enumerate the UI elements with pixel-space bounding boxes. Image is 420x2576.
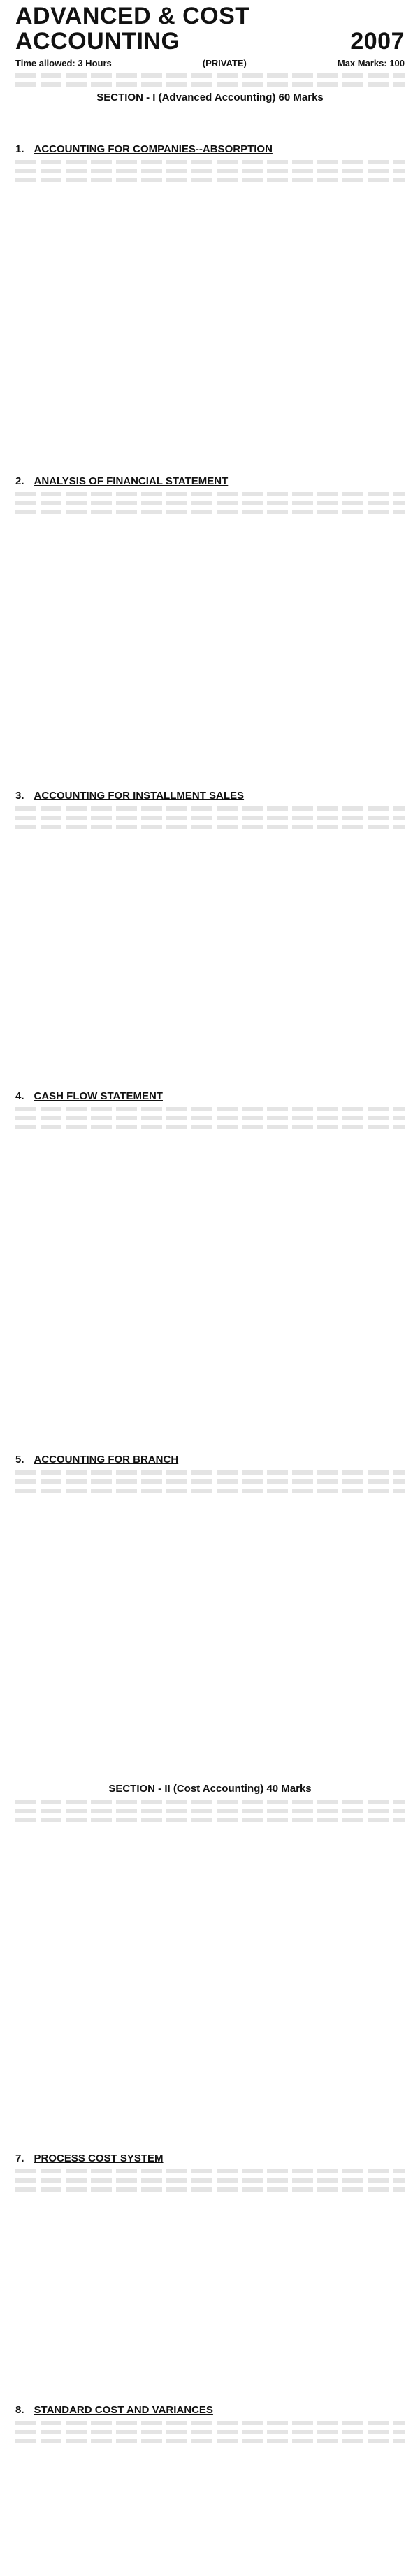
question-heading <box>15 475 405 487</box>
question-1-text-placeholder <box>15 160 405 164</box>
instructions-placeholder <box>15 82 405 87</box>
exam-header <box>15 4 405 103</box>
question-2-text-placeholder <box>15 510 405 514</box>
question-5-text-placeholder <box>15 1489 405 1493</box>
question-2-text-placeholder <box>15 492 405 496</box>
question-number: 8. <box>15 2404 24 2416</box>
exam-meta <box>15 58 405 68</box>
question-number: 4. <box>15 1090 24 1102</box>
question-4-text-placeholder <box>15 1107 405 1111</box>
question-5-text-placeholder <box>15 1479 405 1484</box>
question-1-text-placeholder <box>15 178 405 182</box>
question-2 <box>15 475 405 519</box>
question-6-text-placeholder <box>15 1800 405 1804</box>
time-allowed: Time allowed: 3 Hours <box>15 58 112 69</box>
question-1-text-placeholder <box>15 169 405 173</box>
exam-type: (PRIVATE) <box>202 58 247 69</box>
question-heading <box>15 2404 405 2416</box>
question-title: ACCOUNTING FOR COMPANIES--ABSORPTION <box>34 143 273 155</box>
question-3-text-placeholder <box>15 816 405 820</box>
question-title: ACCOUNTING FOR BRANCH <box>34 1454 179 1466</box>
question-heading <box>15 1454 405 1466</box>
instructions-placeholder <box>15 73 405 78</box>
question-6-text-placeholder <box>15 1818 405 1822</box>
question-7-text-placeholder <box>15 2169 405 2173</box>
title-row <box>15 4 405 29</box>
question-4-text-placeholder <box>15 1125 405 1129</box>
question-2-text-placeholder <box>15 501 405 505</box>
question-1 <box>15 143 405 187</box>
question-8-text-placeholder <box>15 2439 405 2443</box>
max-marks: Max Marks: 100 <box>337 58 405 69</box>
question-heading <box>15 2152 405 2164</box>
question-5-text-placeholder <box>15 1470 405 1475</box>
question-title: ANALYSIS OF FINANCIAL STATEMENT <box>34 475 229 487</box>
title-row-2 <box>15 29 405 55</box>
question-title: ACCOUNTING FOR INSTALLMENT SALES <box>34 790 245 802</box>
question-title: CASH FLOW STATEMENT <box>34 1090 163 1102</box>
section-2-heading: SECTION - II (Cost Accounting) 40 Marks <box>108 1783 312 1795</box>
question-4 <box>15 1090 405 1134</box>
question-heading <box>15 790 405 802</box>
question-7 <box>15 2152 405 2197</box>
question-number: 2. <box>15 475 24 487</box>
section-1-heading: SECTION - I (Advanced Accounting) 60 Marks <box>96 92 324 104</box>
question-heading <box>15 143 405 155</box>
question-number: 5. <box>15 1454 24 1466</box>
question-3-text-placeholder <box>15 806 405 811</box>
paper-title-line-2: ACCOUNTING <box>15 27 180 55</box>
question-number: 1. <box>15 143 24 155</box>
question-8-text-placeholder <box>15 2430 405 2434</box>
question-heading <box>15 1090 405 1102</box>
paper-year: 2007 <box>350 27 405 55</box>
question-3-text-placeholder <box>15 825 405 829</box>
question-number: 3. <box>15 790 24 802</box>
question-4-text-placeholder <box>15 1116 405 1120</box>
question-8 <box>15 2404 405 2448</box>
question-title: STANDARD COST AND VARIANCES <box>34 2404 213 2416</box>
question-number: 7. <box>15 2152 24 2164</box>
paper-title: ADVANCED & COST <box>15 3 250 29</box>
question-title: PROCESS COST SYSTEM <box>34 2152 164 2164</box>
section-2-block <box>15 1779 405 1827</box>
question-3 <box>15 790 405 834</box>
question-8-text-placeholder <box>15 2421 405 2425</box>
question-7-text-placeholder <box>15 2178 405 2183</box>
question-5 <box>15 1454 405 1498</box>
question-6-text-placeholder <box>15 1809 405 1813</box>
question-7-text-placeholder <box>15 2187 405 2192</box>
